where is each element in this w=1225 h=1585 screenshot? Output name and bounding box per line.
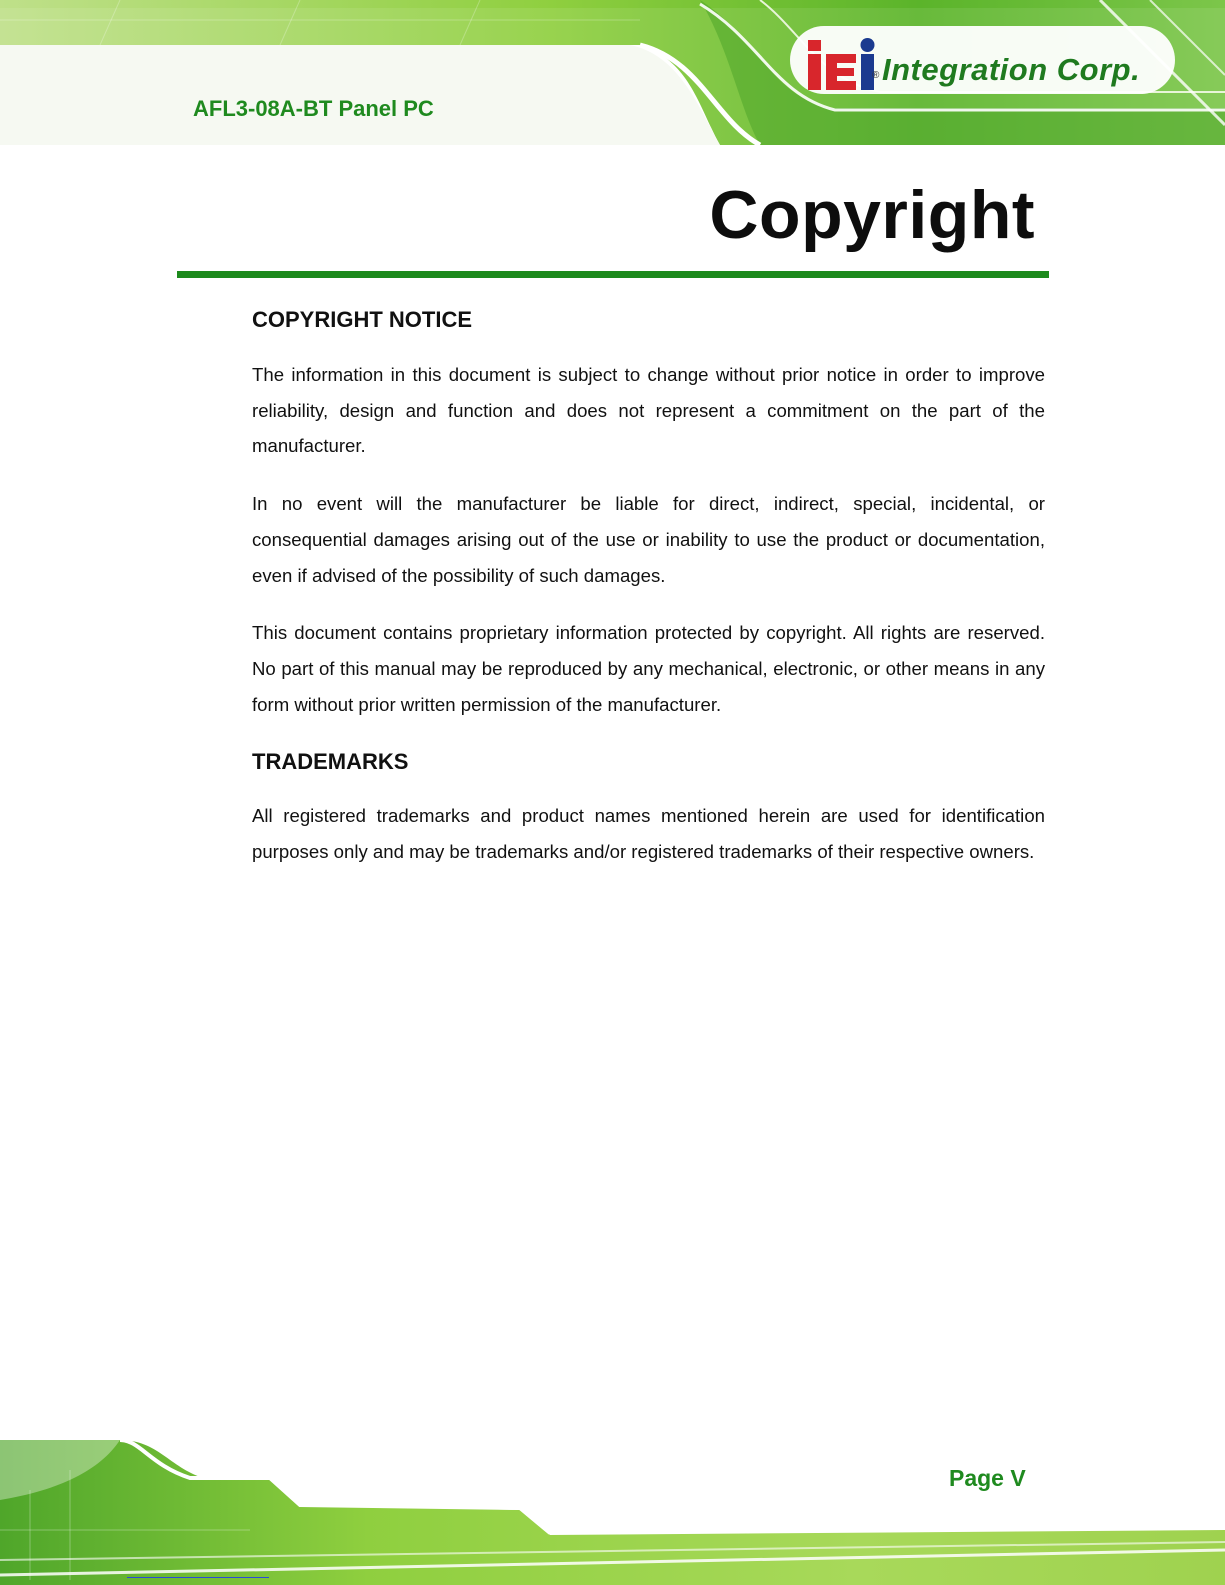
paragraph-copyright-2: In no event will the manufacturer be liable for direct, indirect, special, incidental, or consequential damages arising out of the use or inability to use the product or documentation, even if advised of the possibility of such damages.	[252, 493, 1045, 586]
product-name: AFL3-08A-BT Panel PC	[193, 96, 434, 121]
company-logo-text: Integration Corp.	[882, 52, 1141, 87]
paragraph-copyright-3: This document contains proprietary information protected by copyright. All rights are reserved. No part of this manual may be reproduced by any mechanical, electronic, or other means in any form without prior written permission of the manufacturer.	[252, 622, 1045, 715]
paragraph-trademarks-1: All registered trademarks and product names mentioned herein are used for identification purposes only and may be trademarks and/or registered trademarks of their respective owners.	[252, 805, 1045, 863]
document-body	[252, 302, 1045, 892]
section-heading-trademarks: TRADEMARKS	[252, 749, 409, 775]
section-heading-copyright-notice: COPYRIGHT NOTICE	[252, 307, 473, 332]
footer-link-underline	[127, 1577, 269, 1578]
footer-banner	[0, 1430, 1225, 1585]
page-title: Copyright	[709, 177, 1035, 253]
registered-mark: ®	[872, 70, 880, 81]
page-number: Page V	[949, 1465, 1026, 1491]
iei-logo	[806, 36, 880, 94]
paragraph-copyright-1: The information in this document is subject to change without prior notice in order to improve reliability, design and function and does not represent a commitment on the part of the manufacturer.	[252, 364, 1045, 457]
title-rule	[177, 271, 1049, 278]
